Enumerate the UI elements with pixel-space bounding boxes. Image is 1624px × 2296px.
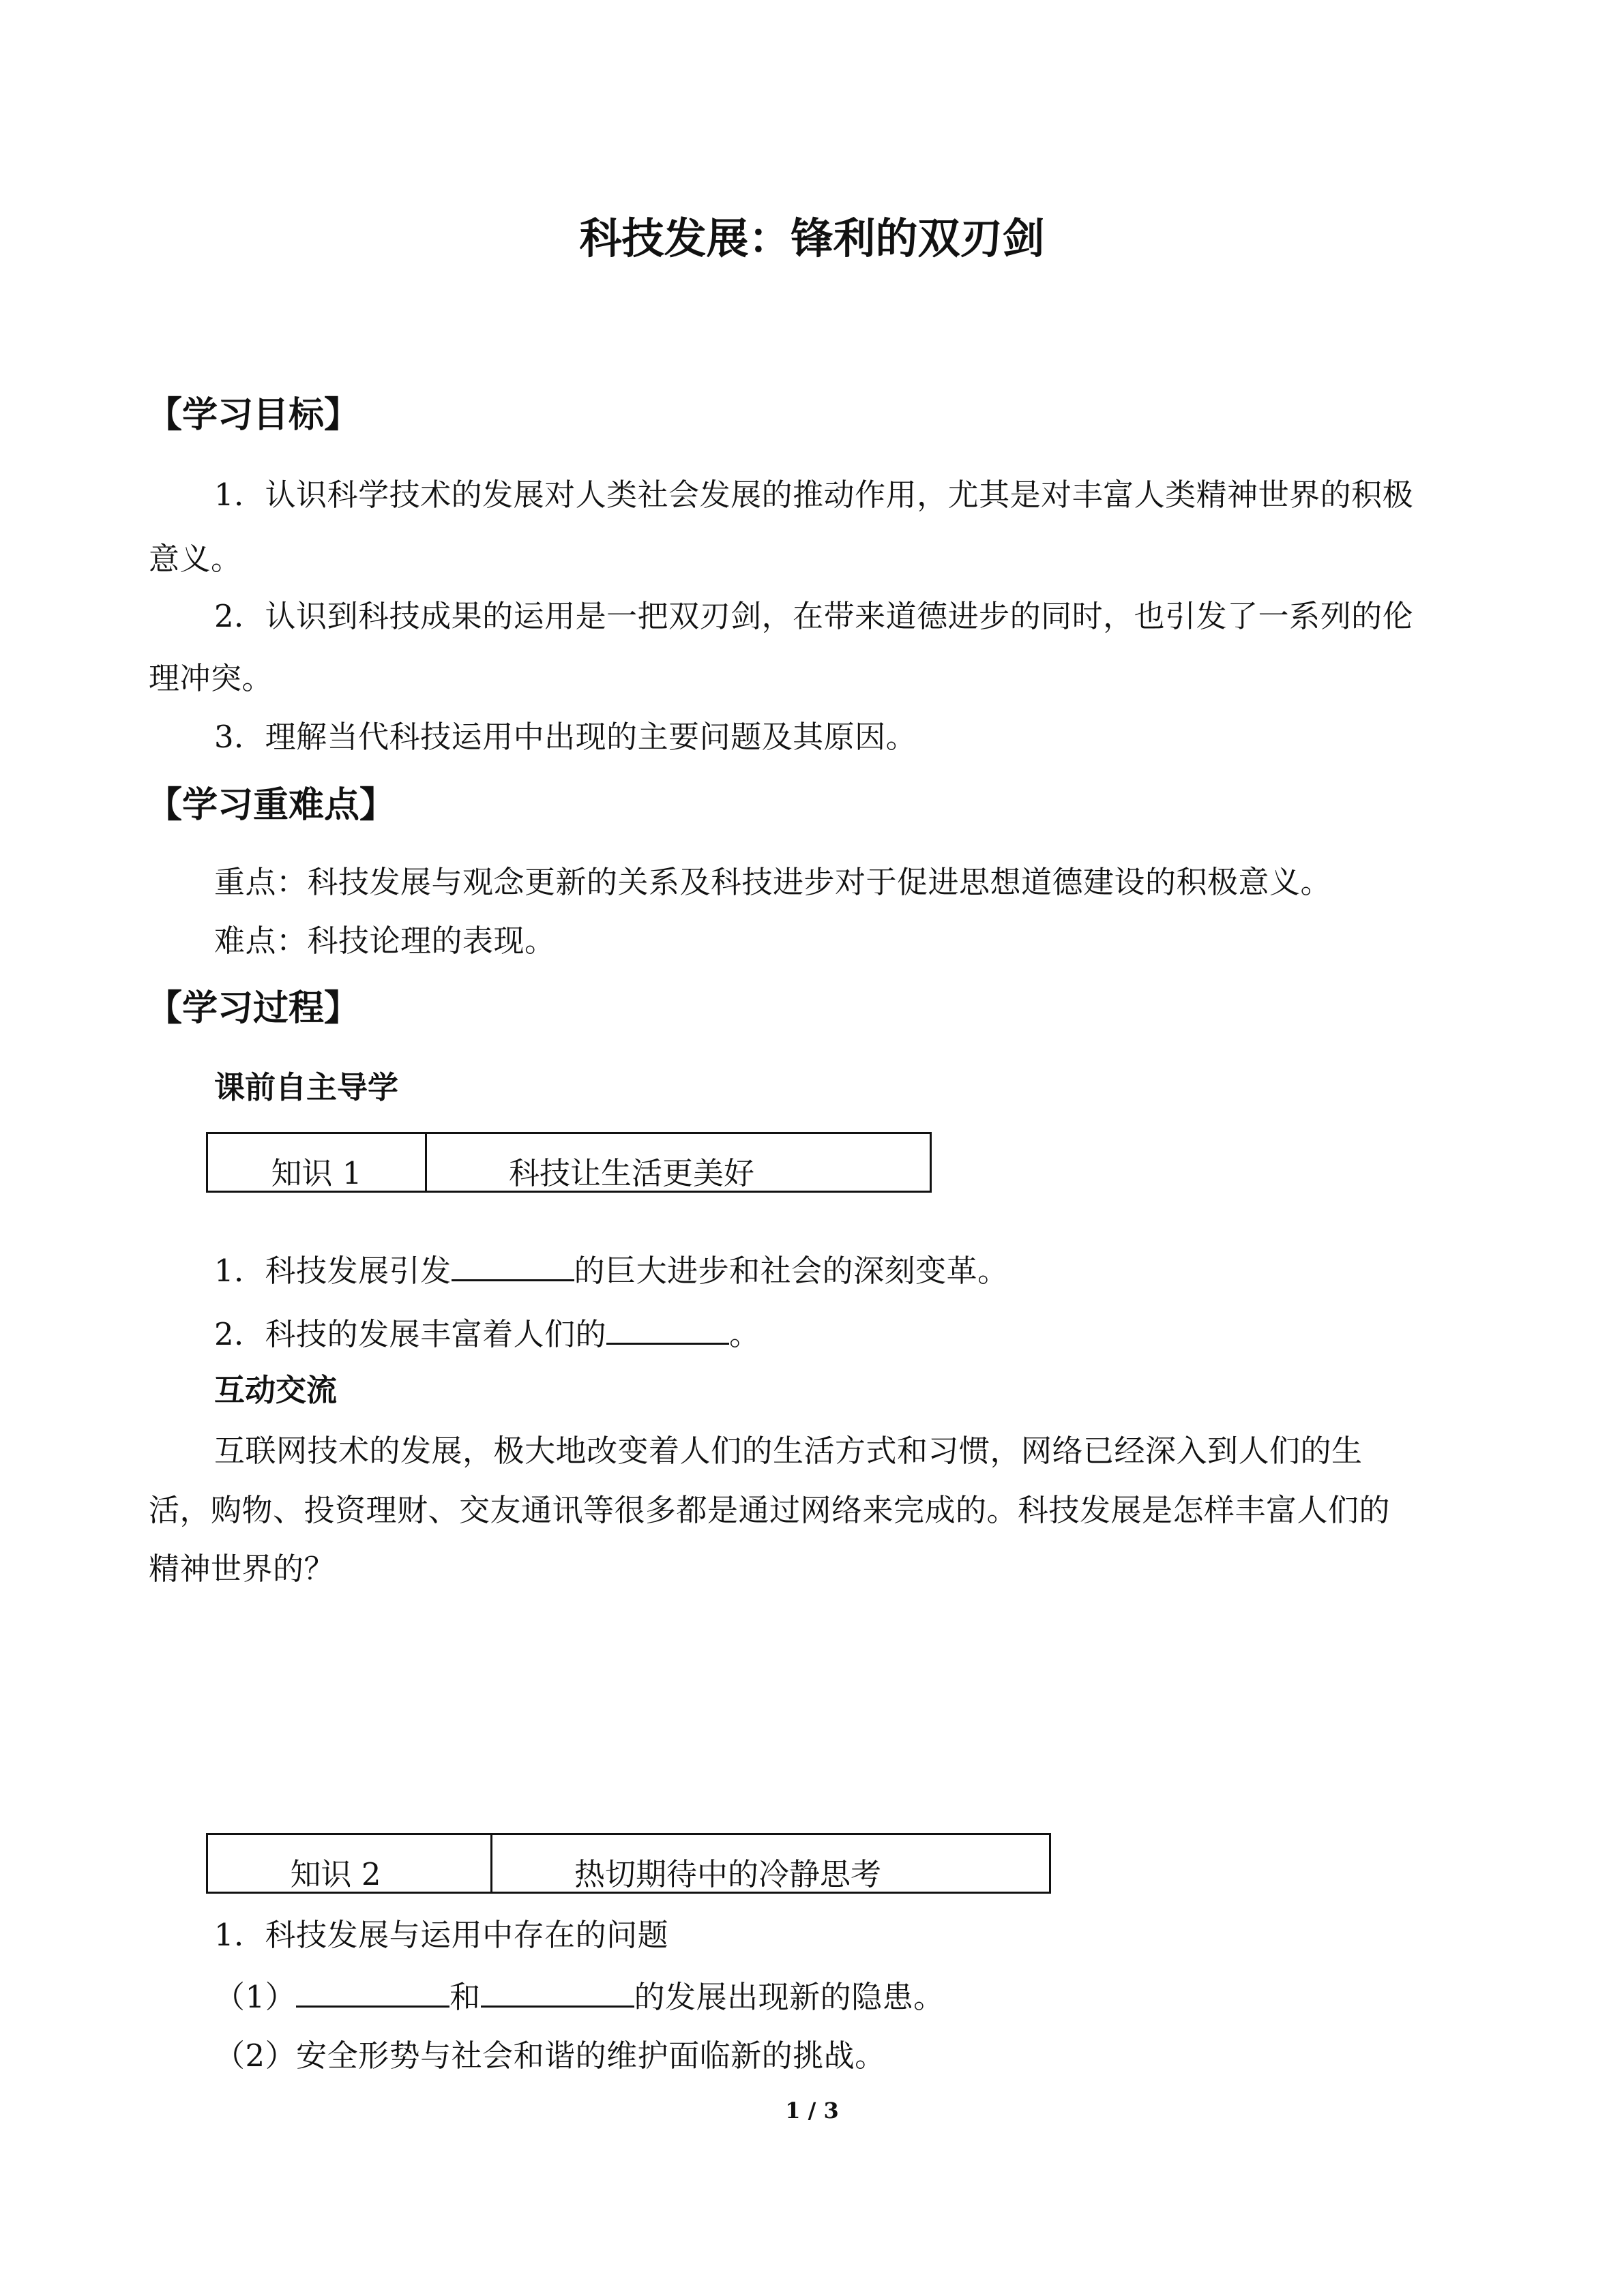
knowledge-2-item-1: 1．科技发展与运用中存在的问题 xyxy=(214,1917,669,1953)
question-2-before: 2．科技的发展丰富着人们的 xyxy=(214,1316,607,1352)
objective-1-line-1: 1．认识科学技术的发展对人类社会发展的推动作用，尤其是对丰富人类精神世界的积极 xyxy=(214,477,1414,513)
interaction-paragraph-line-3: 精神世界的？ xyxy=(149,1551,336,1587)
question-1-after: 的巨大进步和社会的深刻变革。 xyxy=(574,1253,1009,1289)
question-2-blank[interactable] xyxy=(606,1315,729,1345)
question-2 xyxy=(214,1311,761,1358)
interaction-heading: 互动交流 xyxy=(214,1372,338,1408)
key-point-focus: 重点：科技发展与观念更新的关系及科技进步对于促进思想道德建设的积极意义。 xyxy=(214,864,1332,900)
knowledge-2-label xyxy=(207,1834,492,1893)
interaction-paragraph-line-2: 活，购物、投资理财、交友通讯等很多都是通过网络来完成的。科技发展是怎样丰富人们的 xyxy=(149,1492,1391,1528)
question-1-before: 1．科技发展引发 xyxy=(214,1253,452,1289)
knowledge-2-topic-text: 热切期待中的冷静思考 xyxy=(574,1856,882,1892)
knowledge-1-label: 知识 1 xyxy=(207,1133,426,1192)
objective-2-line-2: 理冲突。 xyxy=(149,660,274,696)
question-2-after: 。 xyxy=(729,1316,761,1352)
section-heading-key-points: 【学习重难点】 xyxy=(147,785,396,826)
question-1-blank[interactable] xyxy=(452,1252,574,1281)
knowledge-2-sub-1 xyxy=(214,1973,945,2021)
knowledge-2-sub-1-prefix: （1） xyxy=(214,1979,297,2015)
question-1 xyxy=(214,1247,1009,1295)
knowledge-2-topic xyxy=(492,1834,1050,1893)
knowledge-1-topic-text: 科技让生活更美好 xyxy=(509,1155,755,1191)
objective-2-line-1: 2．认识到科技成果的运用是一把双刃剑，在带来道德进步的同时，也引发了一系列的伦 xyxy=(214,598,1414,634)
preclass-heading: 课前自主导学 xyxy=(214,1069,399,1105)
knowledge-2-table xyxy=(206,1833,1051,1894)
key-point-difficulty: 难点：科技论理的表现。 xyxy=(214,923,556,959)
knowledge-2-label-text: 知识 2 xyxy=(290,1856,381,1892)
knowledge-2-sub-1-blank-a[interactable] xyxy=(296,1978,449,2008)
page-indicator: 1 / 3 xyxy=(785,2098,839,2123)
section-heading-process: 【学习过程】 xyxy=(147,988,360,1029)
objective-3: 3．理解当代科技运用中出现的主要问题及其原因。 xyxy=(214,719,917,755)
knowledge-2-sub-1-suffix: 的发展出现新的隐患。 xyxy=(634,1979,945,2015)
knowledge-1-table xyxy=(206,1132,932,1193)
knowledge-2-sub-1-blank-b[interactable] xyxy=(481,1978,634,2008)
knowledge-2-sub-2: （2）安全形势与社会和谐的维护面临新的挑战。 xyxy=(214,2038,886,2074)
knowledge-2-sub-1-mid: 和 xyxy=(449,1979,481,2015)
knowledge-1-topic xyxy=(426,1133,931,1192)
interaction-paragraph-line-1: 互联网技术的发展，极大地改变着人们的生活方式和习惯，网络已经深入到人们的生 xyxy=(214,1433,1363,1469)
section-heading-objectives: 【学习目标】 xyxy=(147,395,360,436)
objective-1-line-2: 意义。 xyxy=(149,541,242,577)
page-title: 科技发展：锋利的双刃剑 xyxy=(579,213,1045,263)
